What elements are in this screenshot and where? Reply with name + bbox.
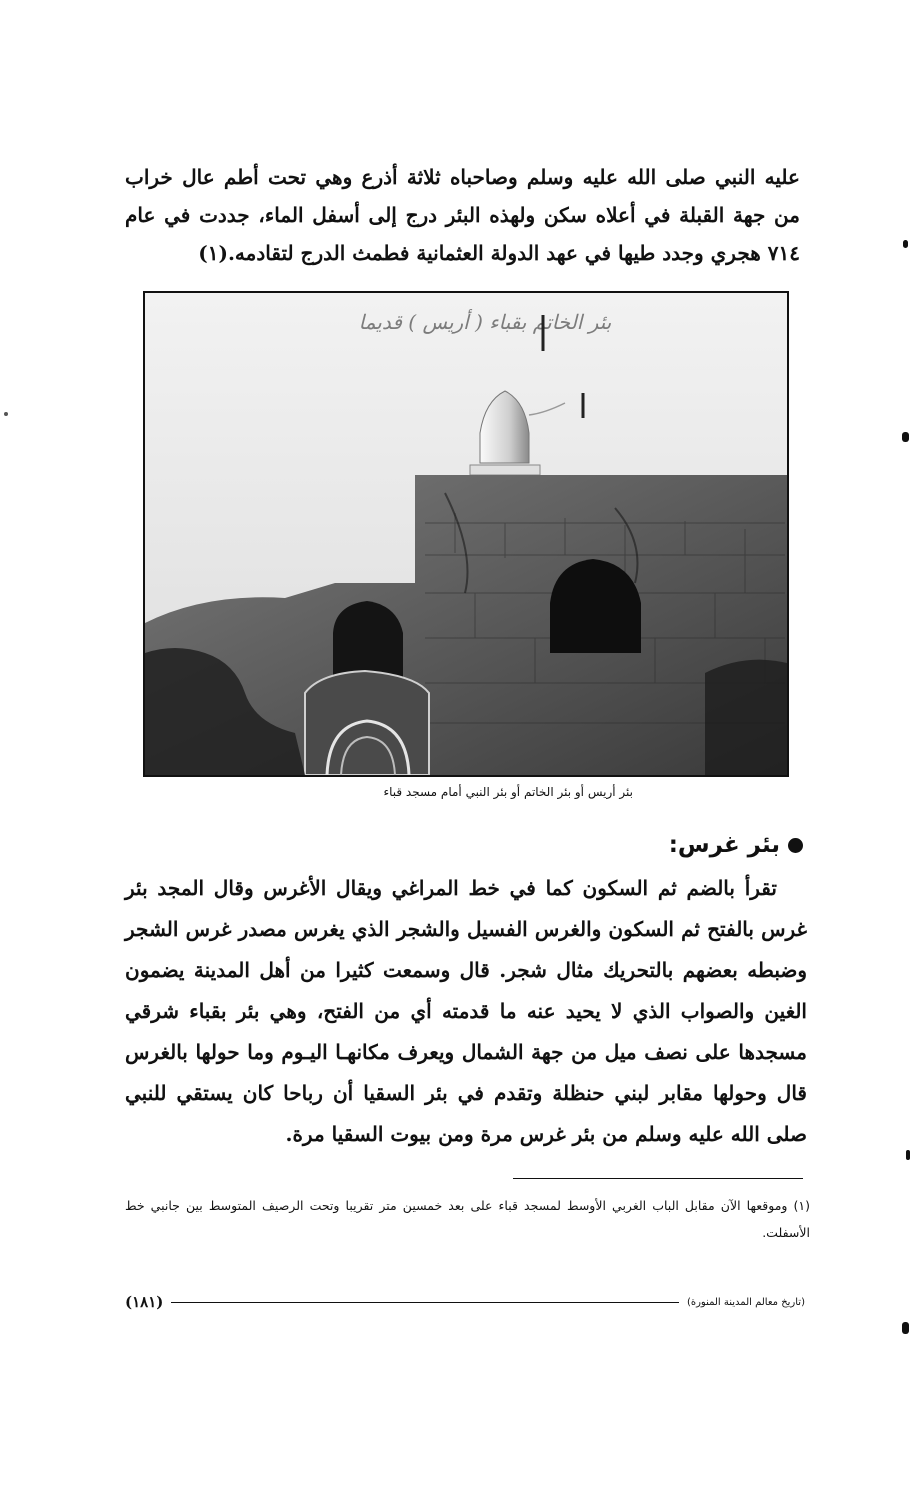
scan-edge-mark: [906, 1150, 910, 1160]
well-photograph: [143, 291, 789, 777]
page-number: (١٨١): [125, 1293, 164, 1311]
photo-illustration: [145, 293, 787, 775]
section-heading-text: بئر غرس:: [668, 832, 780, 858]
footer-rule: [171, 1302, 679, 1303]
running-title: (تاريخ معالم المدينة المنورة): [686, 1296, 805, 1308]
scan-edge-mark: [902, 1322, 909, 1334]
scan-speck: [4, 412, 8, 416]
section-heading: [669, 832, 803, 858]
scan-edge-mark: [903, 240, 908, 248]
scan-edge-mark: [902, 432, 909, 442]
intro-paragraph: عليه النبي صلى الله عليه وسلم وصاحباه ثلاثة أذرع وهي تحت أطم عال خراب من جهة القبلة في أعلاه سكن ولهذه البئر درج إلى أسفل الماء، جددت في عام ٧١٤ هجري وجدد طيها في عهد الدولة العثمانية فطمث الدرج لتقادمه.(١): [125, 165, 800, 265]
bullet-icon: [788, 838, 803, 853]
section-paragraph: تقرأ بالضم ثم السكون كما في خط المراغي ويقال الأغرس وقال المجد بئر غرس بالفتح ثم السكون والغرس الفسيل والشجر الذي يغرس مصدر غرس الشجر وضبطه بعضهم بالتحريك مثال شجر. قال وسمعت كثيرا من أهل المدينة يضمون الغين والصواب الذي لا يحيد عنه ما قدمته أي من الفتح، وهي بئر بقباء شرقي مسجدها على نصف ميل من جهة الشمال ويعرف مكانهـا اليـوم وما حولها بالغرس قال وحولها مقابر لبني حنظلة وتقدم في بئر السقيا أن رباحا كان يستقي للنبي صلى الله عليه وسلم من بئر غرس مرة ومن بيوت السقيا مرة.: [125, 876, 807, 1146]
footnote: (١) وموقعها الآن مقابل الباب الغربي الأوسط لمسجد قباء على بعد خمسين متر تقريبا وتحت الرصيف المتوسط بين جانبي خط الأسفلت.: [125, 1198, 810, 1240]
section-body: [125, 868, 807, 1155]
photo-caption: بئر أريس أو بئر الخاتم أو بئر النبي أمام مسجد قباء: [383, 785, 633, 799]
footnote-divider: [513, 1178, 803, 1179]
running-footer: [125, 1292, 805, 1312]
handwritten-annotation: بئر الخاتم بقباء ( أريس ) قديما: [358, 310, 612, 334]
